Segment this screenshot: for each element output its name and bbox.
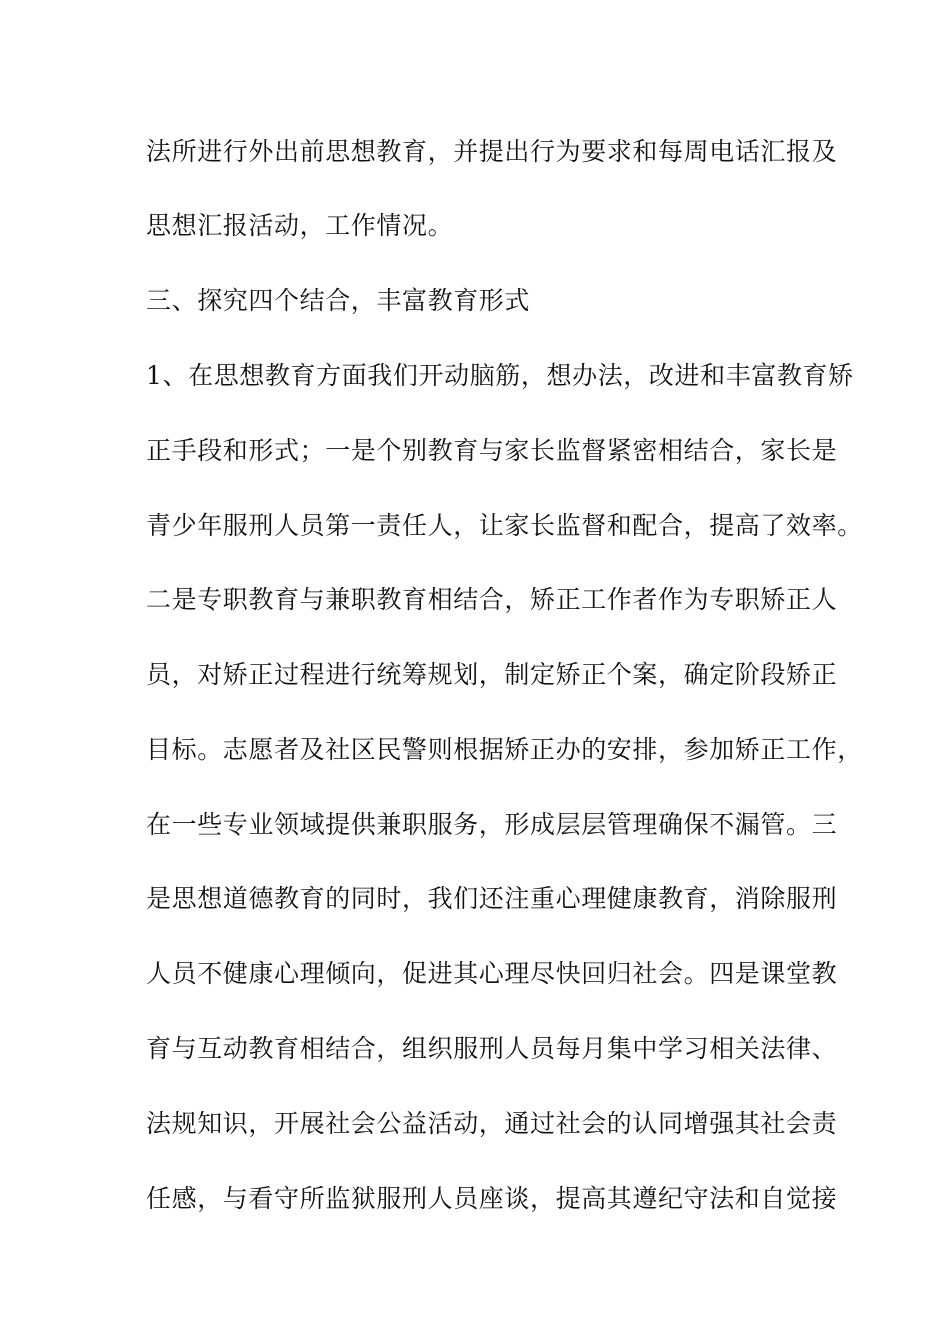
paragraph-line: 法规知识，开展社会公益活动，通过社会的认同增强其社会责	[146, 1109, 838, 1138]
paragraph-line: 青少年服刑人员第一责任人，让家长监督和配合，提高了效率。	[146, 511, 863, 540]
paragraph-line: 二是专职教育与兼职教育相结合，矫正工作者作为专职矫正人	[146, 585, 838, 614]
paragraph-line: 在一些专业领域提供兼职服务，形成层层管理确保不漏管。三	[146, 810, 838, 839]
paragraph-line: 人员不健康心理倾向，促进其心理尽快回归社会。四是课堂教	[146, 959, 838, 988]
paragraph-line: 目标。志愿者及社区民警则根据矫正办的安排，参加矫正工作，	[146, 735, 863, 764]
paragraph-line: 员，对矫正过程进行统筹规划，制定矫正个案，确定阶段矫正	[146, 660, 838, 689]
paragraph-line: 思想汇报活动，工作情况。	[146, 211, 454, 240]
paragraph-line: 正手段和形式；一是个别教育与家长监督紧密相结合，家长是	[146, 436, 838, 465]
section-heading: 三、探究四个结合，丰富教育形式	[146, 286, 531, 315]
paragraph-line: 1、在思想教育方面我们开动脑筋，想办法，改进和丰富教育矫	[146, 361, 854, 390]
paragraph-line: 法所进行外出前思想教育，并提出行为要求和每周电话汇报及	[146, 137, 838, 166]
paragraph-line: 任感，与看守所监狱服刑人员座谈，提高其遵纪守法和自觉接	[146, 1184, 838, 1213]
paragraph-line: 是思想道德教育的同时，我们还注重心理健康教育，消除服刑	[146, 884, 838, 913]
paragraph-line: 育与互动教育相结合，组织服刑人员每月集中学习相关法律、	[146, 1034, 838, 1063]
